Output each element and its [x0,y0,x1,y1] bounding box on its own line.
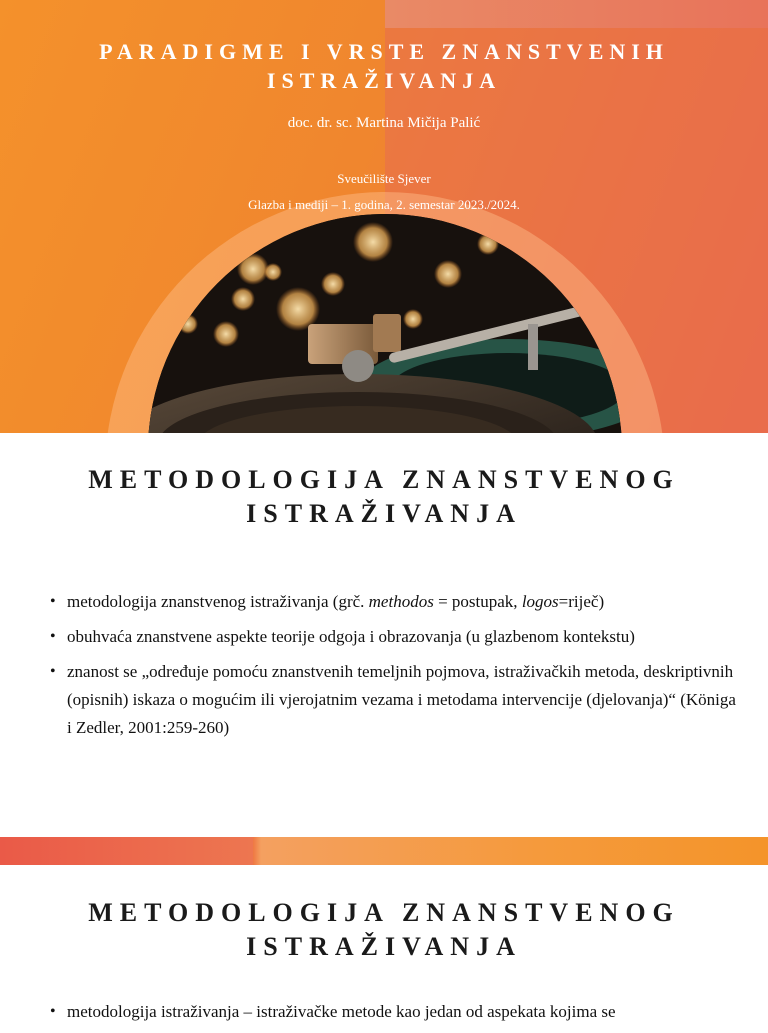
bullet-text: = postupak, [433,592,522,611]
bullet-text: metodologija znanstvenog istraživanja (grč. [67,592,369,611]
list-item [50,588,740,616]
institution-name: Sveučilište Sjever [337,171,431,186]
program-info: Glazba i mediji – 1. godina, 2. semestar 2023./2024. [248,197,520,212]
list-item: • obuhvaća znanstvene aspekte teorije odgoja i obrazovanja (u glazbenom kontekstu) [50,623,740,651]
author-name: doc. dr. sc. Martina Mičija Palić [287,115,481,131]
slide-title: METODOLOGIJA ZNANSTVENOG ISTRAŽIVANJA [88,465,680,528]
decorative-stripe [385,0,768,28]
slide-title: METODOLOGIJA ZNANSTVENOG ISTRAŽIVANJA [88,898,680,961]
bullet-list [50,588,740,749]
bullet-list [50,998,740,1033]
presentation-title: PARADIGME I VRSTE ZNANSTVENIH ISTRAŽIVANJA [99,39,669,93]
list-item: • znanost se „određuje pomoću znanstvenih temeljnih pojmova, istraživačkih metoda, deskriptivnih (opisnih) iskaza o mogućim ili vjerojatnim vezama i metodama intervencije (djelovanja)“ (Königa i Zedler, 2001:259-260) [50,658,740,742]
decorative-band [0,837,768,865]
title-slide [0,0,768,433]
decorative-band-segment [0,837,253,865]
bullet-text-italic: logos [521,592,559,611]
list-item: • metodologija istraživanja – istraživačke metode kao jedan od aspekata kojima se [50,998,740,1026]
bullet-text: =riječ) [558,592,605,611]
bullet-text-italic: methodos [368,592,434,611]
